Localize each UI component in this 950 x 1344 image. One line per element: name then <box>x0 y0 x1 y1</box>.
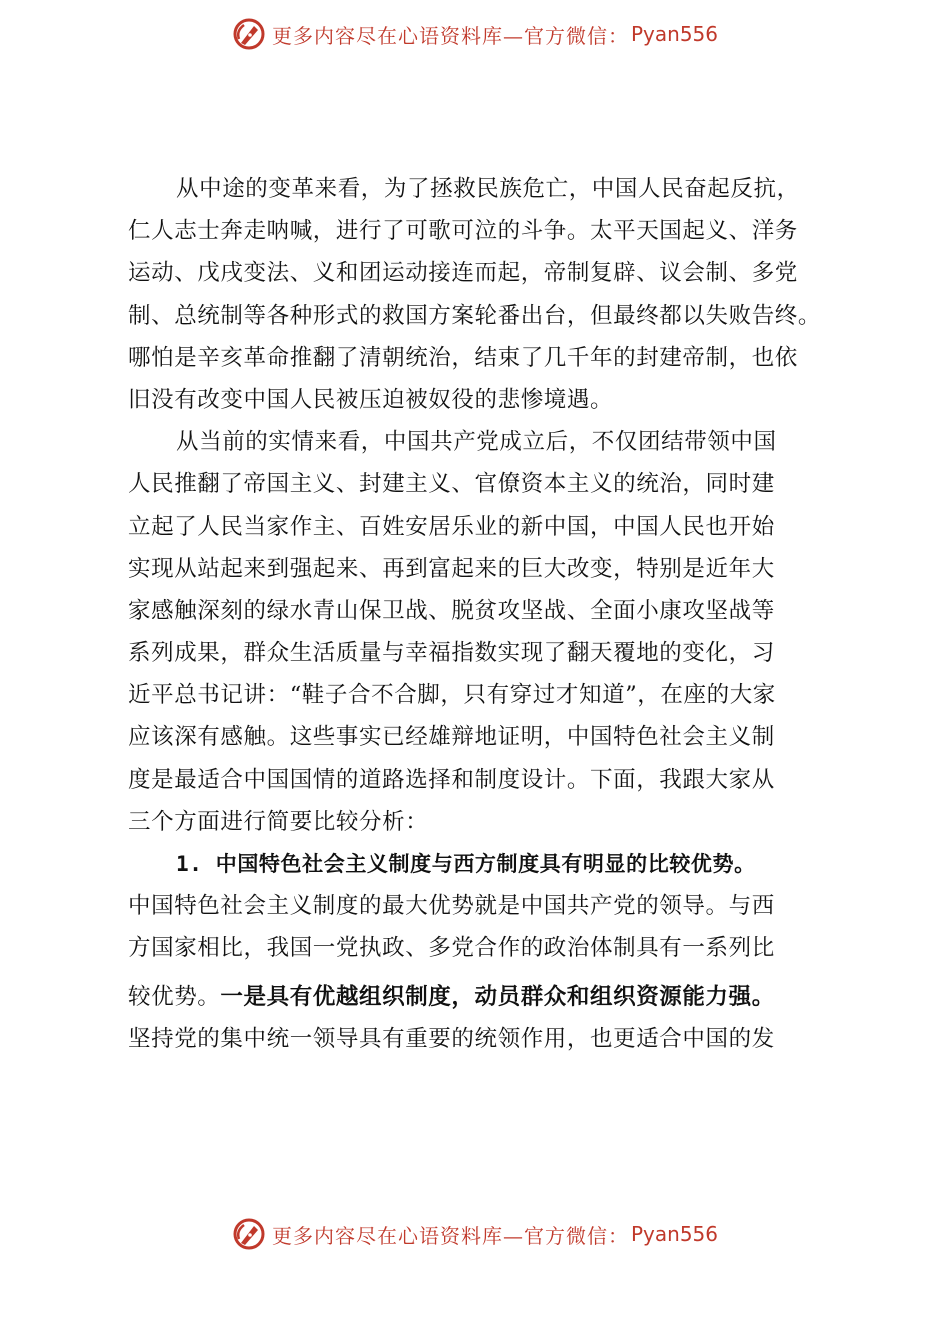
pen-nib-logo-icon <box>232 17 266 51</box>
header-banner <box>0 14 950 54</box>
document-body <box>128 168 848 1060</box>
pen-nib-logo-icon <box>232 1217 266 1251</box>
plain-text: 较优势。 <box>128 983 221 1010</box>
banner-wechat-id: Pyan556 <box>630 22 718 46</box>
paragraph-line: 三个方面进行简要比较分析： <box>128 808 429 835</box>
section-heading: 1. 中国特色社会主义制度与西方制度具有明显的比较优势。 <box>176 852 756 876</box>
footer-banner <box>0 1214 950 1254</box>
paragraph-line: 制、总统制等各种形式的救国方案轮番出台，但最终都以失败告终。 <box>128 302 822 329</box>
paragraph-line: 应该深有感触。这些事实已经雄辩地证明，中国特色社会主义制 <box>128 724 775 751</box>
banner-wechat-id: Pyan556 <box>630 1222 718 1246</box>
paragraph-line: 从当前的实情来看，中国共产党成立后，不仅团结带领中国 <box>176 429 777 456</box>
paragraph-line: 从中途的变革来看，为了拯救民族危亡，中国人民奋起反抗， <box>176 176 800 202</box>
paragraph-line: 中国特色社会主义制度的最大优势就是中国共产党的领导。与西 <box>128 893 775 920</box>
banner-text: 更多内容尽在心语资料库—官方微信： <box>271 1223 629 1248</box>
paragraph-line: 坚持党的集中统一领导具有重要的统领作用，也更适合中国的发 <box>128 1025 775 1052</box>
paragraph-line: 旧没有改变中国人民被压迫被奴役的悲惨境遇。 <box>128 386 614 413</box>
paragraph-line: 度是最适合中国国情的道路选择和制度设计。下面，我跟大家从 <box>128 766 775 793</box>
paragraph-line: 哪怕是辛亥革命推翻了清朝统治，结束了几千年的封建帝制，也依 <box>128 344 798 371</box>
paragraph-line: 仁人志士奔走呐喊，进行了可歌可泣的斗争。太平天国起义、洋务 <box>128 218 798 245</box>
paragraph-line: 近平总书记讲：“鞋子合不合脚，只有穿过才知道”，在座的大家 <box>128 682 776 709</box>
paragraph-line: 立起了人民当家作主、百姓安居乐业的新中国，中国人民也开始 <box>128 513 775 540</box>
banner-text: 更多内容尽在心语资料库—官方微信： <box>271 23 629 48</box>
paragraph-line: 家感触深刻的绿水青山保卫战、脱贫攻坚战、全面小康攻坚战等 <box>128 597 775 624</box>
paragraph-line: 实现从站起来到强起来、再到富起来的巨大改变，特别是近年大 <box>128 555 775 582</box>
bold-emphasis-text: 一是具有优越组织制度，动员群众和组织资源能力强。 <box>220 983 775 1010</box>
paragraph-line: 人民推翻了帝国主义、封建主义、官僚资本主义的统治，同时建 <box>128 471 775 498</box>
paragraph-line: 系列成果，群众生活质量与幸福指数实现了翻天覆地的变化，习 <box>128 640 775 667</box>
paragraph-line: 方国家相比，我国一党执政、多党合作的政治体制具有一系列比 <box>128 935 775 962</box>
paragraph-line: 运动、戊戌变法、义和团运动接连而起，帝制复辟、议会制、多党 <box>128 260 798 287</box>
paragraph-line-mixed <box>128 976 848 1018</box>
